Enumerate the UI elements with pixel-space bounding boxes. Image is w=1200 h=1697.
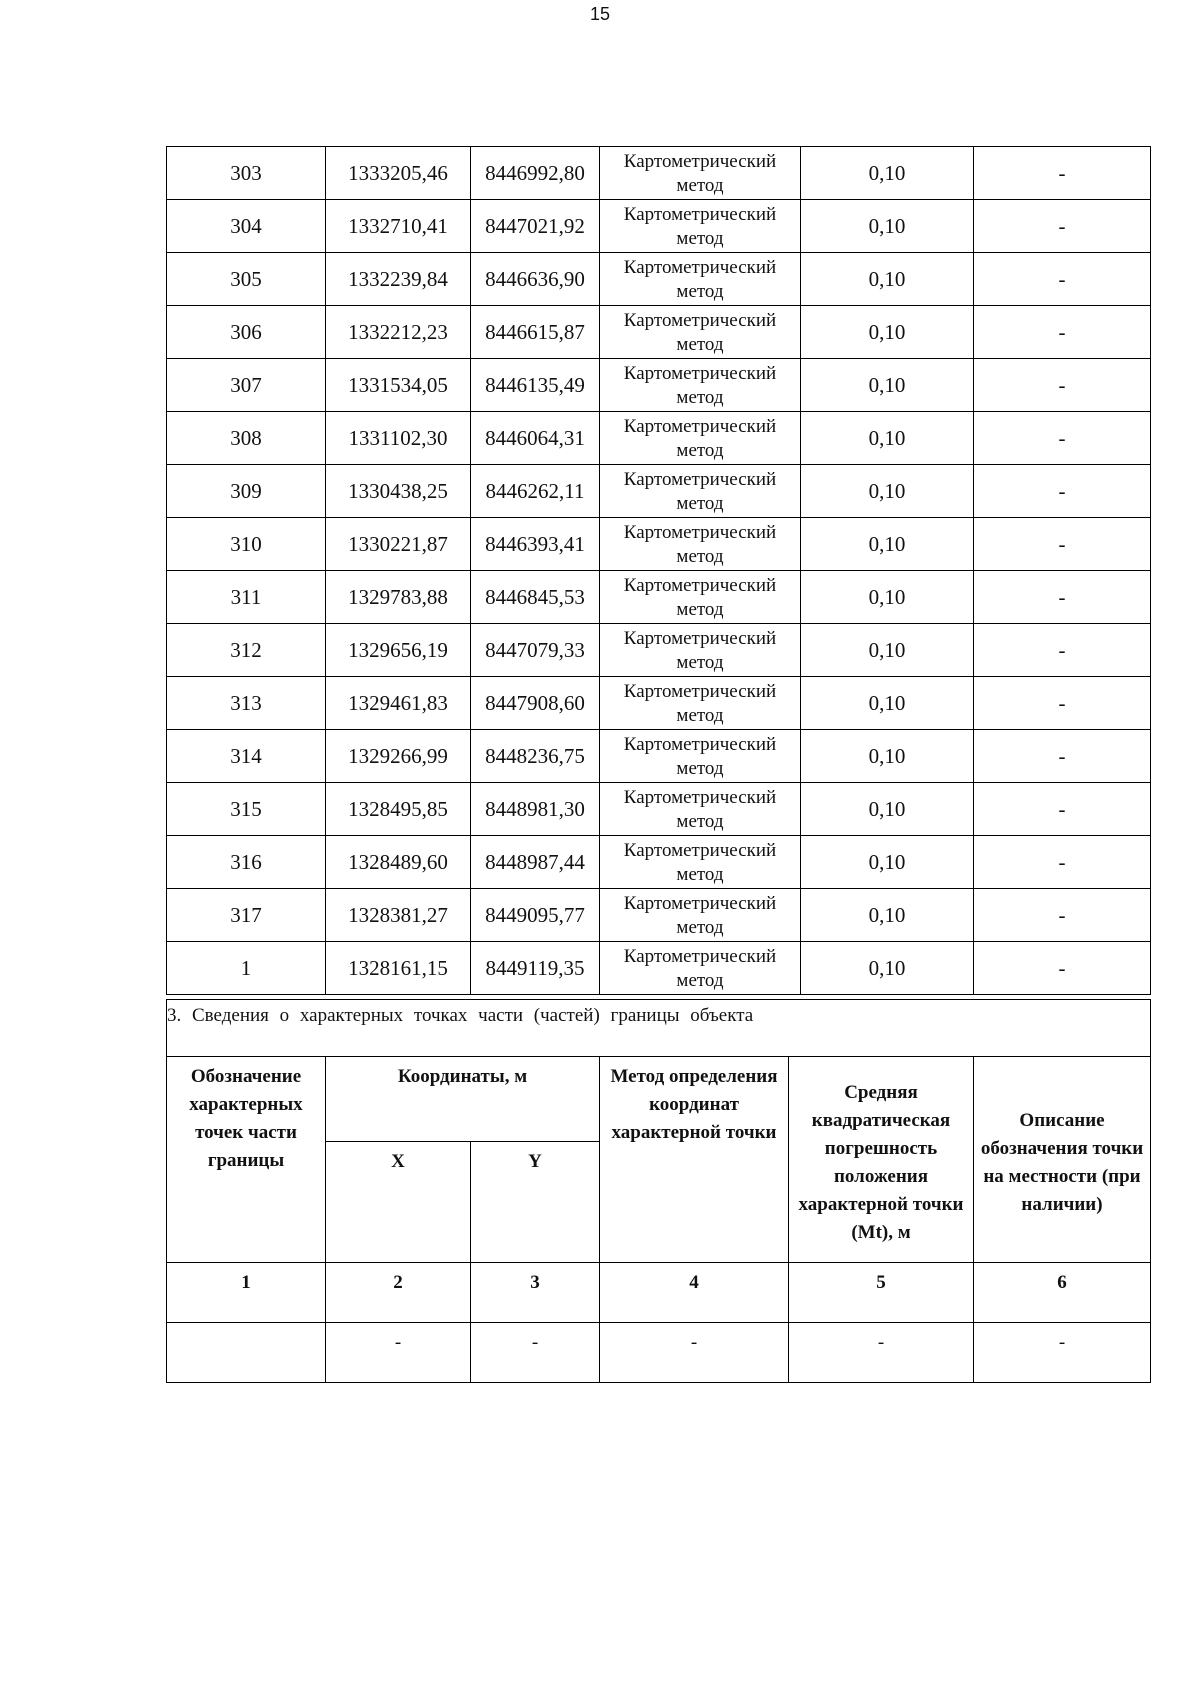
cell-method: Картометрический метод [600,889,801,942]
cell-point-id: 308 [167,412,326,465]
cell-y: 8446845,53 [471,571,600,624]
cell-y: 8449119,35 [471,942,600,995]
cell-description: - [974,147,1151,200]
cell-point-id: 306 [167,306,326,359]
cell-point-id: 1 [167,942,326,995]
cell-x: 1328161,15 [326,942,471,995]
table-row [167,306,1151,359]
cell-point-id: 317 [167,889,326,942]
cell-description: - [974,942,1151,995]
cell-accuracy: 0,10 [801,571,974,624]
cell-point-id: 311 [167,571,326,624]
cell-y: 8446393,41 [471,518,600,571]
cell-accuracy: 0,10 [801,783,974,836]
cell-x: 1332710,41 [326,200,471,253]
table-row [167,889,1151,942]
cell-y: 8448981,30 [471,783,600,836]
cell-accuracy: 0,10 [801,306,974,359]
cell-point-id: 309 [167,465,326,518]
cell-method: Картометрический метод [600,253,801,306]
cell-designation [167,1323,326,1383]
header-designation: Обозначение характерных точек части границы [167,1057,326,1263]
cell-y: 8447021,92 [471,200,600,253]
cell-method: Картометрический метод [600,730,801,783]
cell-description: - [974,889,1151,942]
column-number: 4 [600,1263,789,1323]
cell-y: 8446615,87 [471,306,600,359]
cell-x: 1328489,60 [326,836,471,889]
cell-method: Картометрический метод [600,412,801,465]
cell-accuracy: 0,10 [801,836,974,889]
boundary-points-table [166,146,1151,995]
cell-y: 8447079,33 [471,624,600,677]
cell-x: 1329656,19 [326,624,471,677]
cell-accuracy: 0,10 [801,624,974,677]
header-coordinates: Координаты, м [326,1057,600,1142]
header-method: Метод определения координат характерной точки [600,1057,789,1263]
header-x: X [326,1142,471,1263]
header-description: Описание обозначения точки на местности (при наличии) [974,1057,1151,1263]
cell-description: - [974,412,1151,465]
cell-point-id: 313 [167,677,326,730]
cell-accuracy: 0,10 [801,412,974,465]
section3-table [166,999,1151,1383]
table-row [167,412,1151,465]
cell-point-id: 315 [167,783,326,836]
cell-method: Картометрический метод [600,306,801,359]
cell-accuracy: 0,10 [801,942,974,995]
cell-point-id: 310 [167,518,326,571]
cell-y: 8446636,90 [471,253,600,306]
column-number: 3 [471,1263,600,1323]
table-row [167,518,1151,571]
cell-description: - [974,730,1151,783]
cell-description: - [974,200,1151,253]
cell-accuracy: 0,10 [801,465,974,518]
cell-accuracy: 0,10 [801,253,974,306]
column-number: 6 [974,1263,1151,1323]
column-number: 1 [167,1263,326,1323]
cell-description: - [974,359,1151,412]
cell-accuracy: - [789,1323,974,1383]
cell-method: Картометрический метод [600,836,801,889]
table-row [167,783,1151,836]
cell-accuracy: 0,10 [801,518,974,571]
cell-point-id: 312 [167,624,326,677]
section3-title: 3. Сведения о характерных точках части (частей) границы объекта [167,1000,1151,1057]
table-row [167,571,1151,624]
table-row [167,677,1151,730]
cell-y: - [471,1323,600,1383]
cell-x: 1328381,27 [326,889,471,942]
cell-description: - [974,465,1151,518]
column-number: 5 [789,1263,974,1323]
cell-y: 8446135,49 [471,359,600,412]
cell-description: - [974,518,1151,571]
cell-x: 1329266,99 [326,730,471,783]
table-row [167,200,1151,253]
cell-method: Картометрический метод [600,465,801,518]
cell-method: Картометрический метод [600,624,801,677]
cell-y: 8446064,31 [471,412,600,465]
cell-y: 8447908,60 [471,677,600,730]
cell-description: - [974,253,1151,306]
table-row [167,465,1151,518]
table-row [167,624,1151,677]
cell-point-id: 303 [167,147,326,200]
page-number: 15 [589,4,611,24]
cell-x: 1331102,30 [326,412,471,465]
table-row [167,359,1151,412]
table-row [167,147,1151,200]
table-row [167,836,1151,889]
cell-description: - [974,1323,1151,1383]
cell-description: - [974,306,1151,359]
cell-x: 1328495,85 [326,783,471,836]
cell-method: Картометрический метод [600,359,801,412]
cell-x: 1333205,46 [326,147,471,200]
cell-x: 1329461,83 [326,677,471,730]
cell-description: - [974,783,1151,836]
cell-x: 1330438,25 [326,465,471,518]
table-row [167,942,1151,995]
column-numbers-row [167,1263,1151,1323]
cell-point-id: 307 [167,359,326,412]
cell-description: - [974,624,1151,677]
cell-accuracy: 0,10 [801,200,974,253]
table-row [167,1323,1151,1383]
cell-x: 1332212,23 [326,306,471,359]
cell-method: Картометрический метод [600,942,801,995]
cell-y: 8446262,11 [471,465,600,518]
cell-accuracy: 0,10 [801,730,974,783]
boundary-points-body [167,147,1151,995]
cell-method: - [600,1323,789,1383]
cell-x: - [326,1323,471,1383]
cell-accuracy: 0,10 [801,147,974,200]
cell-y: 8448236,75 [471,730,600,783]
cell-y: 8449095,77 [471,889,600,942]
cell-accuracy: 0,10 [801,677,974,730]
header-accuracy: Средняя квадратическая погрешность положения характерной точки (Mt), м [789,1057,974,1263]
cell-method: Картометрический метод [600,783,801,836]
cell-x: 1329783,88 [326,571,471,624]
cell-x: 1332239,84 [326,253,471,306]
cell-point-id: 314 [167,730,326,783]
cell-point-id: 304 [167,200,326,253]
table-row [167,730,1151,783]
cell-method: Картометрический метод [600,147,801,200]
cell-method: Картометрический метод [600,677,801,730]
cell-x: 1330221,87 [326,518,471,571]
cell-point-id: 316 [167,836,326,889]
cell-x: 1331534,05 [326,359,471,412]
column-number: 2 [326,1263,471,1323]
header-y: Y [471,1142,600,1263]
cell-method: Картометрический метод [600,571,801,624]
cell-accuracy: 0,10 [801,359,974,412]
cell-accuracy: 0,10 [801,889,974,942]
cell-y: 8448987,44 [471,836,600,889]
cell-description: - [974,571,1151,624]
cell-description: - [974,836,1151,889]
cell-description: - [974,677,1151,730]
cell-y: 8446992,80 [471,147,600,200]
cell-point-id: 305 [167,253,326,306]
table-row [167,253,1151,306]
cell-method: Картометрический метод [600,518,801,571]
cell-method: Картометрический метод [600,200,801,253]
